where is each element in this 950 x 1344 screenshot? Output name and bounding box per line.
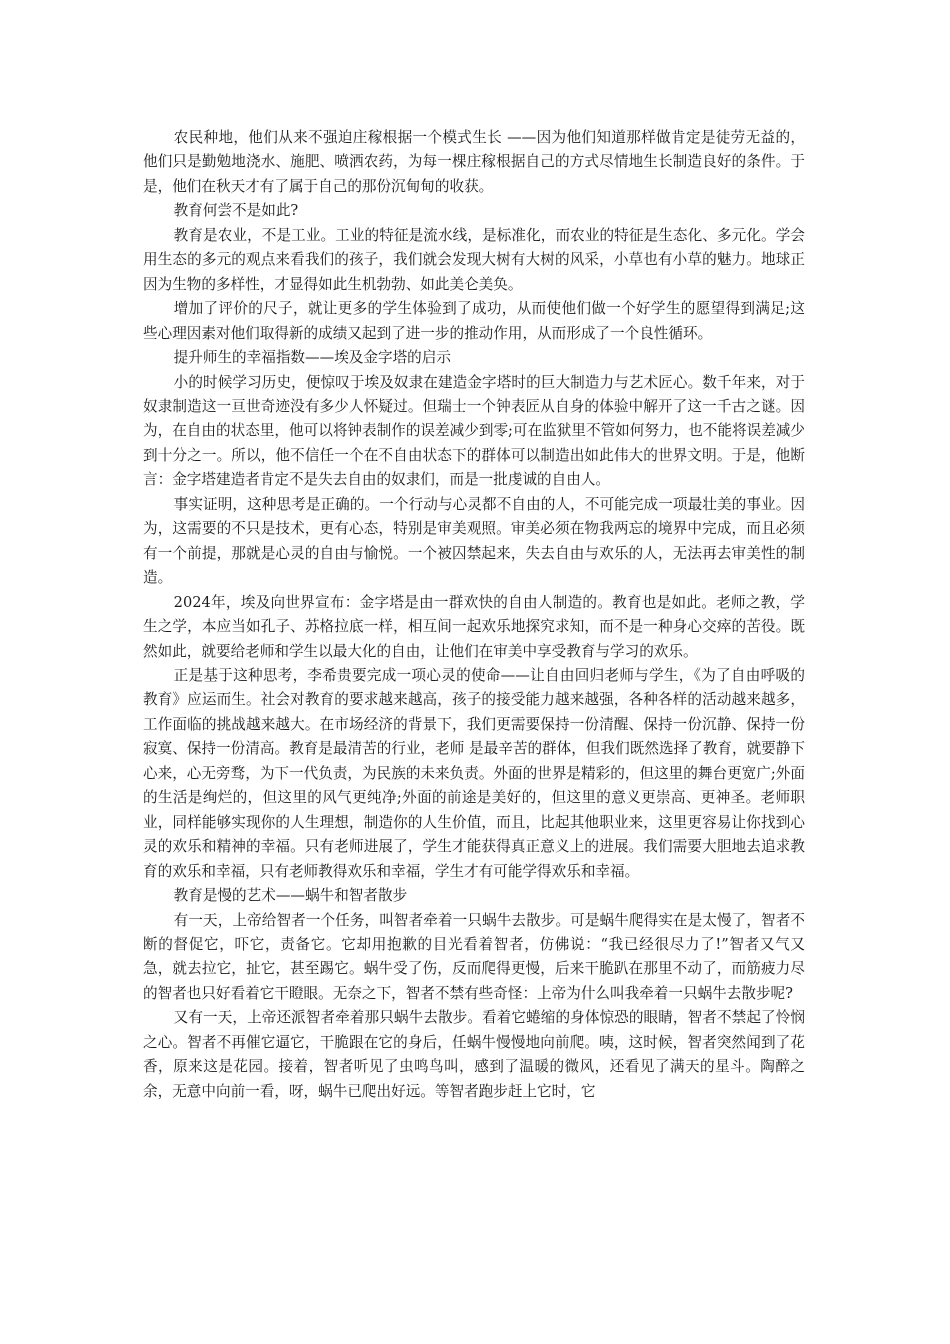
paragraph-evaluation: 增加了评价的尺子，就让更多的学生体验到了成功，从而使他们做一个好学生的愿望得到满足;这些心理因素对他们取得新的成绩又起到了进一步的推动作用，从而形成了一个良性循环。	[143, 300, 805, 342]
paragraph-pyramid-history: 小的时候学习历史，便惊叹于埃及奴隶在建造金字塔时的巨大制造力与艺术匠心。数千年来，对于奴隶制造这一亘世奇迹没有多少人怀疑过。但瑞士一个钟表匠从自身的体验中解开了这一千古之谜。因为，在自由的状态里，他可以将钟表制作的误差减少到零;可在监狱里不管如何努力，也不能将误差减少到十分之一。所以，他不信任一个在不自由状态下的群体可以制造出如此伟大的世界文明。于是，他断言：金字塔建造者肯定不是失去自由的奴隶们，而是一批虔诚的自由人。	[143, 373, 805, 489]
paragraph-education-question: 教育何尝不是如此?	[173, 202, 299, 220]
paragraph-free-breathing-education: 正是基于这种思考，李希贵要完成一项心灵的使命——让自由回归老师与学生，《为了自由呼吸的教育》应运而生。社会对教育的要求越来越高，孩子的接受能力越来越强，各种各样的活动越来越多，工作面临的挑战越来越大。在市场经济的背景下，我们更需要保持一份清醒、保持一份沉静、保持一份寂寞、保持一份清高。教育是最清苦的行业，老师 是最辛苦的群体，但我们既然选择了教育，就要静下心来，心无旁骛，为下一代负责，为民族的未来负责。外面的世界是精彩的，但这里的舞台更宽广;外面的生活是绚烂的，但这里的风气更纯净;外面的前途是美好的，但这里的意义更崇高、更神圣。老师职业，同样能够实现你的人生理想，制造你的人生价值，而且，比起其他职业来，这里更容易让你找到心灵的欢乐和精神的幸福。只有老师进展了，学生才能获得真正意义上的进展。我们需要大胆地去追求教育的欢乐和幸福，只有老师教得欢乐和幸福，学生才有可能学得欢乐和幸福。	[143, 666, 805, 880]
paragraph-snail-day-two: 又有一天，上帝还派智者牵着那只蜗牛去散步。看着它蜷缩的身体惊恐的眼睛，智者不禁起了怜悯之心。智者不再催它逼它，干脆跟在它的身后，任蜗牛慢慢地向前爬。咦，这时候，智者突然闻到了花香，原来这是花园。接着，智者听见了虫鸣鸟叫，感到了温暖的微风，还看见了满天的星斗。陶醉之余，无意中向前一看，呀，蜗牛已爬出好远。等智者跑步赶上它时，它	[143, 1009, 805, 1100]
paragraph-snail-day-one: 有一天，上帝给智者一个任务，叫智者牵着一只蜗牛去散步。可是蜗牛爬得实在是太慢了，智者不断的督促它，吓它，责备它。它却用抱歉的目光看着智者，仿佛说：“我已经很尽力了!”智者又气又急，就去拉它，扯它，甚至踢它。蜗牛受了伤，反而爬得更慢，后来干脆趴在那里不动了，而筋疲力尽的智者也只好看着它干瞪眼。无奈之下，智者不禁有些奇怪：上帝为什么叫我牵着一只蜗牛去散步呢?	[143, 911, 805, 1002]
paragraph-egypt-announcement: 2024年，埃及向世界宣布：金字塔是由一群欢快的自由人制造的。教育也是如此。老师之教，学生之学，本应当如孔子、苏格拉底一样，相互间一起欢乐地探究求知，而不是一种身心交瘁的苦役。既然如此，就要给老师和学生以最大化的自由，让他们在审美中享受教育与学习的欢乐。	[143, 593, 805, 660]
paragraph-education-agriculture: 教育是农业，不是工业。工业的特征是流水线，是标准化，而农业的特征是生态化、多元化。学会用生态的多元的观点来看我们的孩子，我们就会发现大树有大树的风采，小草也有小草的魅力。地球正因为生物的多样性，才显得如此生机勃勃、如此美仑美奂。	[143, 226, 805, 293]
document-body	[143, 126, 805, 1104]
paragraph-farming: 农民种地，他们从来不强迫庄稼根据一个模式生长 ——因为他们知道那样做肯定是徒劳无益的，他们只是勤勉地浇水、施肥、喷洒农药，为每一棵庄稼根据自己的方式尽情地生长制造良好的条件。于是，他们在秋天才有了属于自己的那份沉甸甸的收获。	[143, 129, 805, 195]
section-heading-snail: 教育是慢的艺术——蜗牛和智者散步	[173, 887, 408, 905]
paragraph-facts-proof: 事实证明，这种思考是正确的。一个行动与心灵都不自由的人，不可能完成一项最壮美的事业。因为，这需要的不只是技术，更有心态，特别是审美观照。审美必须在物我两忘的境界中完成，而且必须有一个前提，那就是心灵的自由与愉悦。一个被囚禁起来，失去自由与欢乐的人，无法再去审美性的制造。	[143, 495, 805, 587]
section-heading-pyramid: 提升师生的幸福指数——埃及金字塔的启示	[173, 349, 451, 367]
